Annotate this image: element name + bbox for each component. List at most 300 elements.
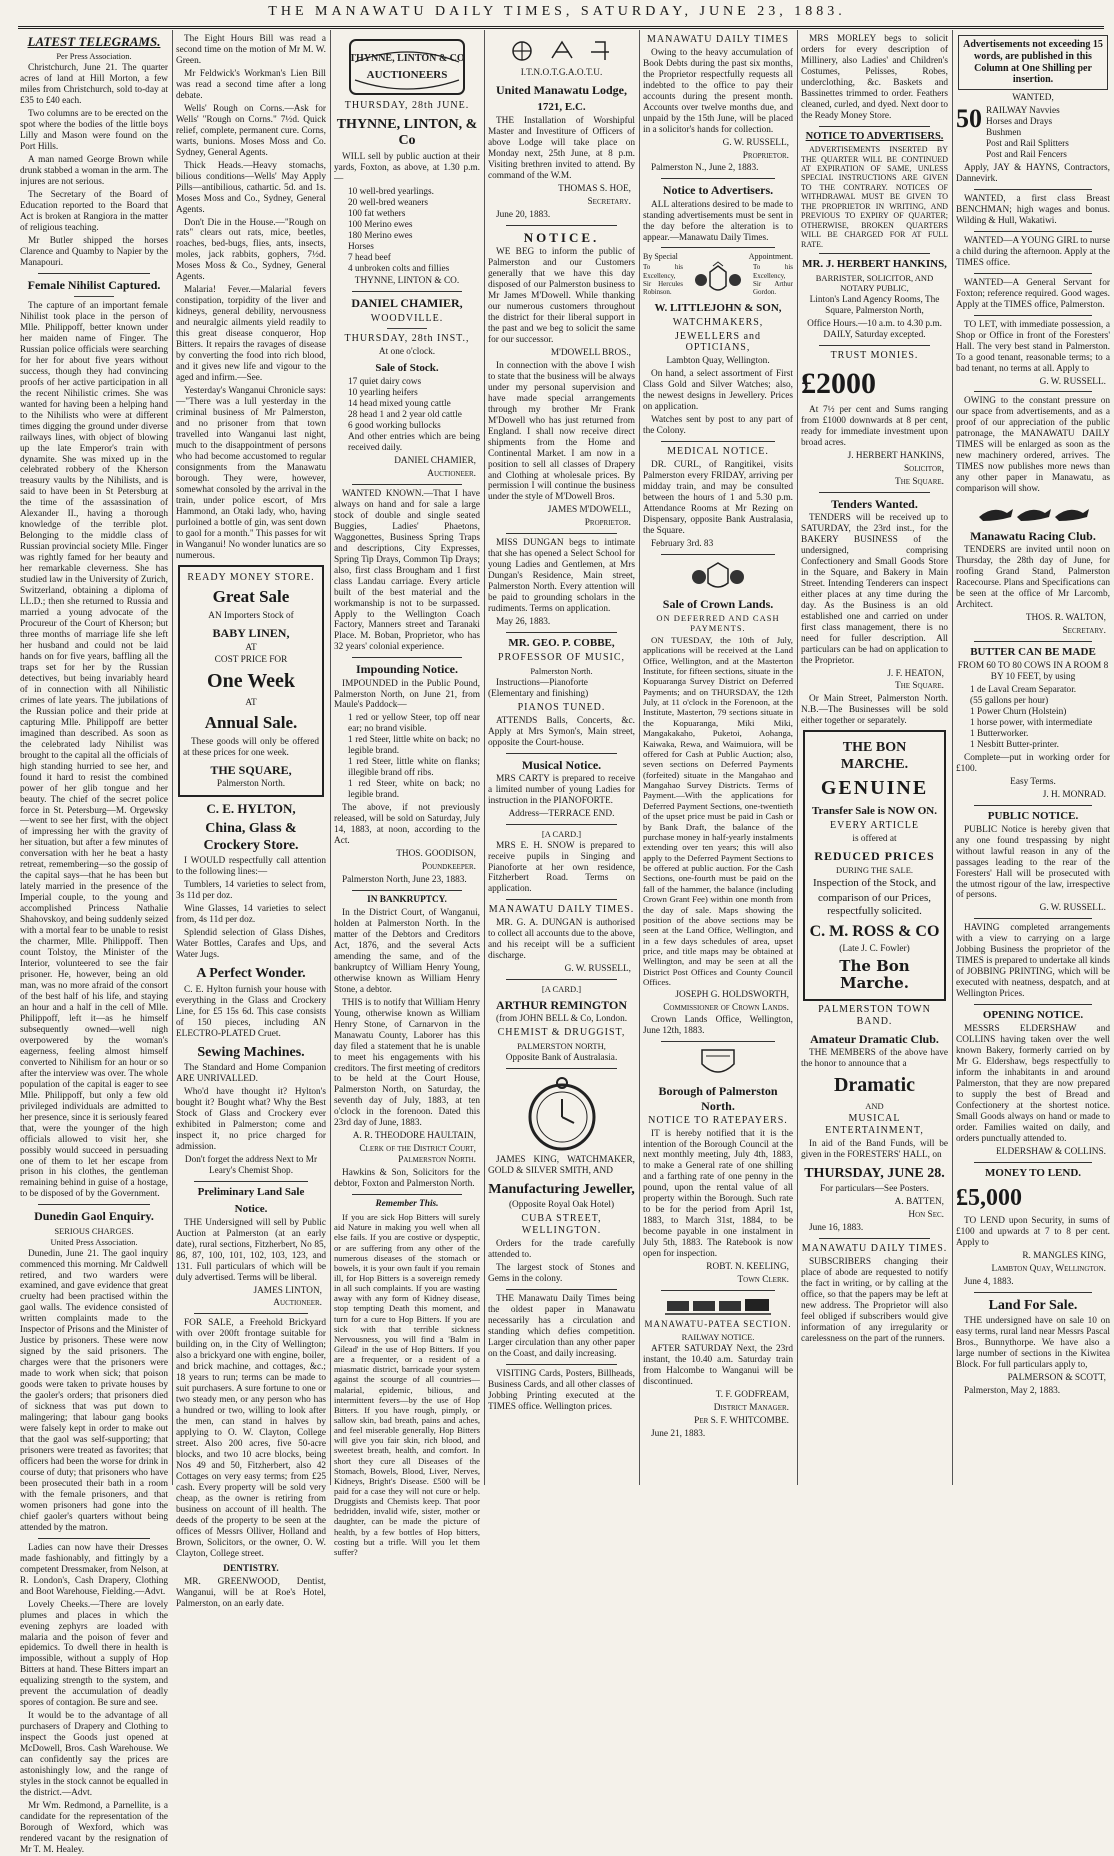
notice-heading: NOTICE.: [523, 229, 600, 245]
list-item: 7 head beef: [348, 252, 391, 263]
ad-text: Watches sent by post to any part of the Colony.: [643, 415, 793, 437]
signature: Auctioneer.: [273, 1298, 322, 1309]
list-item: 28 head 1 and 2 year old cattle: [348, 410, 462, 421]
column-rule: [952, 30, 953, 1485]
ad-text: June 4, 1883.: [964, 1276, 1014, 1287]
divider: [974, 273, 1092, 274]
ad-text: In the District Court, of Wanganui, holden at Palmerston North. In the matter of the Debtors and Creditors Act, 1876, and the several Acts amending the same, and of the bankruptcy of William Henry Young, otherwise known as William Henry Stone, a debtor.: [334, 907, 480, 995]
list-item: Post and Rail Splitters: [986, 139, 1069, 150]
ad-text: Tumblers, 14 varieties to select from, 3s 11d per doz.: [176, 880, 326, 902]
opening-heading: OPENING NOTICE.: [982, 1009, 1084, 1022]
divider: [819, 253, 930, 254]
ad-headline: Annual Sale.: [204, 713, 298, 732]
sale-date: THURSDAY, 28th INST.,: [344, 333, 470, 345]
divider: [194, 1313, 308, 1314]
ad-text: WANTED KNOWN.—That I have always on hand and for sale a large stock of double and single seated Buggies, Ladies' Phaetons, Waggonettes, Business Spring Traps and descriptions, City Expresses, Spring Tip Drays, Common Tip Drays; also, first class Brougham and 1 first class Landau carriage. Every article built of the best material and the workmanship is not to be surpassed. Apply to the Wellington Coach Factory, Manners street and Taranaki Place. M. Boban, Proprietor, who has 32 years' colonial experience.: [334, 488, 480, 653]
column-7: [956, 32, 1110, 1487]
borough-heading: Borough of Palmerston North.: [658, 1084, 778, 1113]
divider: [352, 890, 462, 891]
navvies-ad: [956, 106, 1110, 161]
ad-text: Hawkins & Son, Solicitors for the debtor, Foxton and Palmerston North.: [334, 1168, 480, 1190]
ad-text: MR. G. A. DUNGAN is authorised to collect all accounts due to the above, and his receipt will be a sufficient discharge.: [488, 918, 635, 962]
ad-text: DR. CURL, of Rangitikei, visits Palmerston every FRIDAY, arriving per midday train, and may be consulted between the hours of 1 and 5.30 p.m. Attendance Rooms at Mr Rezing on Dispensary, opposite Bank Australasia, the Square.: [643, 459, 793, 536]
list-item: 1 red or yellow Steer, top off near ear; no brand visible.: [348, 713, 480, 735]
public-notice-heading: PUBLIC NOTICE.: [987, 809, 1079, 822]
appointment-row: [643, 252, 793, 261]
ad-text: FOR SALE, a Freehold Brickyard with over 200ft frontage suitable for building on, in the City of Wellington; also a brickyard one with engine, boiler, and brick machine, and cottages, &c.; 18 years to run; terms can be made to suit purchasers. A sure fortune to one or two steady men, or any person who has a hundred or two, willing to look after the men, can stand in halves by applying to O. W. Clayton, College street. Also 200 acres, five 50-acre blocks, and two 10 acre blocks, being Nos 49 and 50, Fitzherbert, also 42 Cottages on very easy terms; from £25 cash. Every property will be sold very cheap, as the owner is retiring from business on account of ill health. The deeds of the property to be seen at the offices of Messrs Olliver, Holland and Brown, Solicitors, or the owner, O. W. Clayton, College street.: [176, 1318, 326, 1559]
signature: Per S. F. WHITCOMBE.: [694, 1415, 789, 1426]
impound-list: [348, 713, 480, 801]
divider: [352, 291, 462, 292]
ad-line: WATCHMAKERS,: [672, 316, 764, 328]
list-item: 1 red Steer, little white on flanks; illegible brand off ribs.: [348, 757, 480, 779]
divider: [819, 492, 930, 493]
divider: [974, 391, 1092, 392]
column-rule: [639, 30, 640, 1485]
list-item: 1 red Steer, little white on back; no legible brand.: [348, 735, 480, 757]
ad-text: MISS DUNGAN begs to intimate that she has opened a Select School for young Ladies and Gentlemen, at Mrs Dungan's Residence, Main street, Palmerston North. Every attention will be paid to grounding scholars in the rudiments. Terms on application.: [488, 538, 635, 615]
ad-text: Orders for the trade carefully attended to.: [488, 1239, 635, 1260]
signature: JAMES LINTON,: [253, 1285, 322, 1296]
bankruptcy-heading: IN BANKRUPTCY.: [367, 894, 447, 905]
article-paragraph: Don't Die in the House.—"Rough on rats" clears out rats, mice, beetles, roaches, bed-bugs, flies, ants, insects, moles, jack rabbits, gophers, 7½d. Moses Moss & Co., Sydney, General Agents.: [176, 217, 326, 283]
column-5: [643, 32, 793, 1487]
ad-line: PIANOS TUNED.: [517, 701, 606, 713]
gaol-enquiry-heading: Dunedin Gaol Enquiry.: [34, 1209, 154, 1224]
ad-text: Owing to the heavy accumulation of Book Debts during the past six months, the Proprietor respectfully requests all indebted to the office to pay their accounts during the present month. Accounts over twelve months due, and unpaid by the 15th June, will be placed in a solicitor's hands for collection.: [643, 47, 793, 135]
ad-text: On hand, a select assortment of First Class Gold and Silver Watches; also, the newest designs in Jewellery. Prices on application.: [643, 369, 793, 413]
article-paragraph: The capture of an important female Nihilist took place in the person of Mlle. Philippoff, better known under her maiden name of Finger. The Russian police officials were searching for her for about five years without success, though they had convincing proofs of her active participation in all the recent Nihilistic crimes. She was wanted for having been a helping hand to the Nihilists who were at different times digging the ground under diverse railways lines, with object of blowing up the late Emperor's train with dynamite. She was mixed up in the celebrated robbery of the Kherson treasury vaults by the Nihilists, and is said to have been in St Petersburg at the time of the assassination of Alexander II., having a thorough knowledge of the terrible plot. Belonging to the middle class of Russian provincial society Mlle. Finger was rightly famed for her beauty and her remarkable cleverness. She has studied law in the University of Zurich, Switzerland, obtaining a diploma of LL.D.; then she returned to Russia and married a young advocate of the Procureur of the Court of Kherson; but three months of marriage life she left her husband and could not be laid hands on for five years, baffling all the traps set for her by the Russian detectives, but being invariably heard of in connection with all Nihilistic crimes of late years. The jubilations of the Russian police and their pride at capturing Mlle. Philippoff are better imagined than described. As soon as the celebrated lady Nihilist was brought to the capital all the officials of high standing hurried to see her, and found it hard to resist the combined power of her glib tongue and her beauty. The chief of the secret police force in St. Petersburg—M. Orgewsky—went to see her first, with the object of impressing her with the gravity of her situation, but after a few minutes of conversation with her he beat a hasty retreat, remembering—so the gossip of the capital says—that he has been but lately married in the presence of the Imperial couple, to the young and accomplished Princess Nathalie Shahovskoy, and being suddenly seized with a mortal fear to be unable to resist the charmer, Mlle. Philippoff. Then count Tolstoy, the Minister of the Interior, volunteered to see the fair prisoner. He, however, being an old man, was no more afraid of the consort of the best half of his life, and staying an hour and a half in the cell of Mlle. Philippoff, left it—as he himself subsequently owned—well nigh overpowered by the woman's eagerness, feeling almost himself converted to Nihilism for an hour or so after the interview was over. The whole population of the capital is eager to see Mlle. Philippoff, but only a few old privileged individuals are admitted to her presence, since it is seriously feared that, were the younger of the high officials allowed to visit her, she possibly would succeed in persuading one of them to let her escape from prison in his clothes, the gentleman remaining behind in guise of a hostage, to be disposed of by the Government.: [20, 300, 168, 1200]
ad-line: MANAWATU DAILY TIMES: [646, 34, 790, 45]
list-item: 10 yearling heifers: [348, 388, 418, 399]
ad-text: If you are sick Hop Bitters will surely aid Nature in making you well when all else fails. If you are costive or dyspeptic, or are suffering from any other of the numerous diseases of the stomach or bowels, it is your own fault if you remain ill, for Hop Bitters is a sovereign remedy in all such complaints. If you are wasting away with any form of Kidney disease, stop tempting Death this moment, and turn for a cure to Hop Bitters. If you are sick with that terrible sickness Nervousness, you will find a 'Balm in Gilead' in the use of Hop Bitters. If you are a frequenter, or a resident of a miasmatic district, barricade your system against the scourge of all countries—malarial, epidemic, bilious, and intermittent fevers—by the use of Hop Bitters. If you have rough, pimply, or sallow skin, bad breath, pains and aches, and feel miserable generally, Hop Bitters will give you fair skin, rich blood, and sweetest breath, health, and comfort. In short they cure all Diseases of the Stomach, Bowels, Blood, Liver, Nerves, Kidneys, Bright's Disease. £500 will be paid for a case they will not cure or help. Druggists and Chemists keep. That poor bedridden, invalid wife, sister, mother or daughter, can be made the picture of health, by a few bottles of Hop bitters, costing but a trifle. Will you let them suffer?: [334, 1212, 480, 1557]
divider: [506, 1364, 617, 1365]
navvies-list: [986, 106, 1069, 161]
masthead-rule: [18, 26, 1104, 29]
appointment-crests: [643, 262, 793, 298]
ad-line: MANAWATU DAILY TIMES.: [488, 904, 635, 916]
ad-line: JEWELLERS and OPTICIANS,: [674, 330, 762, 354]
ad-text: TO LET, with immediate possession, a Shop or Office in front of the Foresters' Hall. The very best stand in Palmerston. To a good tenant, reasonable terms; to a bad tenant, no terms at all. Apply to: [956, 319, 1110, 374]
ad-text: OWING to the constant pressure on our space from advertisements, and as a proof of our appreciation of the public patronage, the MANAWATU DAILY TIMES will be enlarged as soon as the new machinery ordered, arrives. The TIMES now publishes more news than any other paper in Manawatu, as comparison will show.: [956, 396, 1110, 495]
signature: District Manager.: [713, 1402, 789, 1413]
masonic-emblems-icon: [507, 36, 617, 66]
signature: Secretary.: [1062, 626, 1106, 637]
ad-line: Easy Terms.: [1010, 776, 1056, 787]
ad-text: Apply, JAY & HAYNS, Contractors, Dannevirk.: [956, 163, 1110, 184]
ad-line: Transfer Sale is NOW ON.: [812, 804, 937, 817]
card-label: [A CARD.]: [541, 984, 582, 995]
list-item: 10 well-bred yearlings.: [348, 186, 434, 197]
ad-text: THE Manawatu Daily Times being the oldest paper in Manawatu necessarily has a circulation and standing which defies competition. Larger circulation than any other paper on the Coast, and daily increasing.: [488, 1293, 635, 1359]
signature: PALMERSON & SCOTT,: [1007, 1373, 1106, 1384]
ad-line: DURING THE SALE.: [835, 864, 914, 875]
article-paragraph: Two columns are to be erected on the spot where the bodies of the little boys Lilly and Mason were found on the Port Hills.: [20, 109, 168, 153]
firm-heading: THYNNE, LINTON, & Co: [336, 116, 478, 149]
railway-heading: MANAWATU-PATEA SECTION.: [644, 1319, 792, 1330]
divider: [506, 533, 617, 534]
signature: Poundkeeper.: [421, 862, 476, 873]
ad-line: AN Importers Stock of: [208, 611, 294, 622]
article-paragraph: Lovely Cheeks.—There are lovely plumes and places in which the evening zephyrs are loaded with malaria and the poison of fever and epidemics. To dwell there in health is impossible, without a supply of Hop Bitters at hand. These Bitters impart an equalizing strength to the system, and prevent the accumulation of deadly spores of contagion. Be sure and see.: [20, 1599, 168, 1709]
signature: The Square.: [895, 476, 944, 487]
ad-text: THE undersigned have on sale 10 on easy terms, rural land near Messrs Pascal Bros., Bunnythorpe. We have also a large number of sections in the Kiwitea Block. For full particulars apply to,: [956, 1316, 1110, 1371]
ad-text: VISITING Cards, Posters, Billheads, Business Cards, and all other classes of Jobbing Printing executed at the TIMES office. Wellington prices.: [488, 1368, 635, 1412]
article-paragraph: The Secretary of the Board of Education reported to the Board that Act is broken at Rangiora in the matter of religious teaching.: [20, 190, 168, 233]
lodge-heading: 1721, E.C.: [537, 101, 586, 114]
list-item: 100 fat wethers: [348, 208, 406, 219]
ad-line: BABY LINEN,: [212, 626, 290, 641]
coat-of-arms-icon: [688, 559, 748, 593]
medical-heading: MEDICAL NOTICE.: [667, 446, 769, 458]
ad-text: June 16, 1883.: [809, 1223, 864, 1234]
ad-text: Or Main Street, Palmerston North. N.B.—The Businesses will be sold either together or separately.: [801, 694, 948, 727]
ad-line: is offered at: [852, 833, 897, 844]
signature: JOSEPH G. HOLDSWORTH,: [675, 989, 789, 1000]
ad-text: WANTED—A YOUNG GIRL to nurse a child during the afternoon. Apply at the TIMES office.: [956, 235, 1110, 268]
ad-line: Opposite Bank of Australasia.: [505, 1053, 618, 1064]
list-item: 100 Merino ewes: [348, 219, 413, 230]
list-item: And other entries which are being received daily.: [348, 431, 480, 453]
land-sale-heading: Land For Sale.: [988, 1297, 1078, 1313]
impounding-heading: Impounding Notice.: [355, 662, 459, 677]
article-paragraph: Mr Wm. Redmond, a Parnellite, is a candidate for the representation of the Borough of Wexford, which was rendered vacant by the resignation of Mr T. M. Healey.: [20, 1801, 168, 1855]
divider: [819, 126, 930, 127]
signature: G. W. RUSSELL.: [1039, 376, 1106, 387]
divider: [819, 1238, 930, 1239]
subheading: United Press Association.: [50, 1236, 138, 1247]
article-paragraph: Thick Heads.—Heavy stomachs, bilious conditions—Wells' May Apply Pills—antibilious, cathartic. 5d. and 1s. Moses Moss and Co., Sydney, General Agents.: [176, 160, 326, 215]
ad-text: In connection with the above I wish to state that the business will be always under my personal supervision and have made special arrangements through my brother Mr Frank M'Dowell who has just returned from England. I shall now receive direct shipments from the Home and Continental Market. I am now in a position to sell all classes of Drapery and Clothing at wholesale prices. By permission I will continue the business under the style of M'Dowell Bros.: [488, 360, 635, 503]
band-heading: PALMERSTON TOWN BAND.: [818, 1004, 931, 1027]
column-1: [20, 32, 168, 1855]
divider: [38, 1204, 150, 1205]
column-rule: [172, 30, 173, 1485]
list-item: 1 Power Churn (Holstein): [970, 706, 1067, 717]
ad-text: THE Undersigned will sell by Public Auction at Palmerston (at an early date), rural sections, Fitzherbert, No 85, 86, 87, 100, 101, 102, 103, 123, and 131. Full particulars of which will be duly advertised. Terms will be liberal.: [176, 1217, 326, 1283]
ad-text: AFTER SATURDAY Next, the 23rd instant, the 10.40 a.m. Saturday train from Halcombe to Wanganui will be discontinued.: [643, 1343, 793, 1387]
column-rule: [484, 30, 485, 1485]
remember-heading: Remember This.: [375, 1199, 439, 1210]
ad-line: Office Hours.—10 a.m. to 4.30 p.m. DAILY, Saturday excepted.: [807, 318, 942, 340]
royal-arms-icon: [691, 262, 745, 298]
divider: [974, 1162, 1092, 1163]
divider: [506, 225, 617, 226]
ad-text: THIS is to notify that William Henry Young, otherwise known as William Henry Stone, of Carnarvon in the Manawatu County, Laborer has this day filed a statement that he is unable to meet his engagements with his creditors. The first meeting of creditors to be held at the Court House, Palmerston North, on Saturday, the seventh day of July, 1883, at ten o'clock in the forenoon. Dated this 23rd day of June, 1883.: [334, 997, 480, 1129]
ad-text: MRS MORLEY begs to solicit orders for every description of Millinery, also Ladies' and Children's Costumes, Pelisses, Robes, underclothing, &c. Baskets and Bassinettes trimmed to order. Feathers cleaned, curled, and dyed. Next door to the Ready Money Store.: [801, 34, 948, 121]
ad-headline: A Perfect Wonder.: [196, 966, 306, 982]
ad-text: THE Installation of Worshipful Master and Investiture of Officers of above Lodge will take place on Monday next, 25th June, at 8 p.m. Visiting brethren invited to attend. By command of the W.M.: [488, 116, 635, 181]
ad-line: MUSICAL ENTERTAINMENT,: [825, 1113, 924, 1137]
signature: R. MANGLES KING,: [1022, 1250, 1106, 1261]
divider: [974, 231, 1092, 232]
borough-crest-icon: [696, 1046, 740, 1080]
ad-text: Palmerston North, June 23, 1883.: [342, 875, 467, 886]
ad-headline: One Week: [207, 670, 295, 693]
tenders-heading: Tenders Wanted.: [831, 496, 918, 511]
ad-text: The Standard and Home Companion ARE UNRIVALLED.: [176, 1063, 326, 1085]
pocket-watch-icon: [522, 1073, 602, 1153]
land-sale-heading: Preliminary Land Sale: [197, 1185, 305, 1198]
divider: [974, 918, 1092, 919]
list-item: 1 red Steer, white on back; no legible brand.: [348, 779, 480, 801]
list-item: RAILWAY Navvies: [986, 106, 1060, 117]
ad-text: MRS E. H. SNOW is prepared to receive pupils in Singing and Pianoforte at her own residence, Fitzherbert Road. Terms on application.: [488, 840, 635, 895]
ad-text: Don't forget the address Next to Mr Leary's Chemist Shop.: [184, 1154, 318, 1176]
chamier-heading: DANIEL CHAMIER,: [351, 296, 463, 311]
ad-text: HAVING completed arrangements with a view to carrying on a large Jobbing Business the proprietor of the TIMES is prepared to undertake all kinds of JOBBING PRINTING, which will be executed with neatness, despatch, and at Wellington Prices.: [956, 923, 1110, 1000]
lodge-initials: I.T.N.O.T.G.A.O.T.U.: [520, 68, 603, 78]
ad-headline: REDUCED PRICES: [814, 848, 935, 863]
ad-text: MESSRS ELDERSHAW and COLLINS having taken over the well known Bakery, formerly carried on by Mr G. Eldershaw, begs respectfully to inform the inhabitants in and around Palmerston, that they are now prepared to supply the best of Bread and Confectionery at the shortest notice. Small Goods always on hand or made to order. Families waited on daily, and orders punctually attended to.: [956, 1024, 1110, 1144]
ad-line: EVERY ARTICLE: [830, 819, 919, 831]
signature: A. BATTEN,: [894, 1197, 944, 1208]
article-paragraph: Mr Feldwick's Workman's Lien Bill was read a second time after a long debate.: [176, 68, 326, 101]
signature: ROBT. N. KEELING,: [706, 1262, 789, 1273]
card-label: [A CARD.]: [541, 828, 582, 839]
signature: THYNNE, LINTON & CO.: [354, 276, 460, 287]
cobbe-heading: MR. GEO. P. COBBE,: [508, 637, 615, 650]
lodge-heading: United Manawatu Lodge,: [495, 82, 627, 97]
ad-text: Palmerston N., June 2, 1883.: [651, 163, 759, 174]
signature: J. H. MONRAD.: [1042, 789, 1106, 800]
ad-line: COST PRICE FOR: [214, 655, 288, 666]
divider: [974, 641, 1092, 642]
ad-text: SUBSCRIBERS changing their place of abode are requested to notify the fact in writing, or by calling at the office, so that the papers may be left at new address. The Proprietor will also feel obliged if subscribers would give information of any irregularity or carelessness on the part of the runners.: [801, 1257, 948, 1344]
ad-text: ADVERTISEMENTS INSERTED BY THE QUARTER WILL BE CONTINUED AT EXPIRATION OF SAME, UNLESS SPECIAL INSTRUCTIONS ARE GIVEN TO THE CONTRARY. NOTICES OF WITHDRAWAL MUST BE GIVEN TO THE PROPRIETOR IN WRITING, AND PREVIOUS TO EXPIRY OF QUARTER; OTHERWISE, BROKEN QUARTERS WILL BE CHARGED FOR AT FULL RATE.: [801, 145, 948, 249]
hylton-heading: C. E. HYLTON,: [206, 801, 296, 817]
signature: Proprietor.: [742, 150, 789, 161]
latest-telegrams-heading: LATEST TELEGRAMS.: [27, 34, 161, 49]
list-item: 6 good working bullocks: [348, 421, 441, 432]
ad-text: Splendid selection of Glass Dishes, Water Bottles, Carafes and Ups, and Water Jugs.: [176, 928, 326, 961]
nihilist-heading: Female Nihilist Captured.: [27, 277, 161, 292]
list-item: Horses and Drays: [986, 117, 1053, 128]
list-item: Horses: [348, 241, 374, 252]
divider: [661, 554, 775, 555]
list-item: 180 Merino ewes: [348, 230, 413, 241]
ad-line: RAILWAY NOTICE.: [681, 1331, 755, 1342]
article-paragraph: Ladies can now have their Dresses made fashionably, and fittingly by a competent Dressmaker, from Nelson, at R. London's, Cash Drapery, Clothing and Boot Warehouse, Fielding.—Advt.: [20, 1542, 168, 1597]
money-heading: MONEY TO LEND.: [984, 1166, 1082, 1179]
ad-line: AT: [245, 642, 257, 653]
signature: G. W. RUSSELL,: [722, 137, 789, 148]
ad-line: comparison of our Prices, respectfully solicited.: [817, 891, 932, 917]
list-item: 17 quiet dairy cows: [348, 377, 422, 388]
divider: [352, 1194, 462, 1195]
ad-line: ON DEFERRED AND CASH PAYMENTS.: [656, 612, 780, 633]
column-rule: [330, 30, 331, 1485]
ad-text: The above, if not previously released, will be sold on Saturday, July 14, 1883, at noon, according to the Act.: [334, 803, 480, 847]
ad-text: June 21, 1883.: [651, 1428, 706, 1439]
ad-text: Who'd have thought it? Hylton's bought it? Bought what? Why the Best Stock of Glass and Crockery ever exhibited in Palmerston; come and inspect it, no price charged for admission.: [176, 1087, 326, 1152]
ad-line: Address—TERRACE END.: [508, 808, 615, 819]
list-item: Bushmen: [986, 128, 1022, 139]
trust-amount: £2000: [801, 366, 876, 400]
signature: Hon Sec.: [908, 1210, 944, 1221]
signature: THOS. GOODISON,: [396, 849, 476, 860]
article-paragraph: It would be to the advantage of all purchasers of Drapery and Clothing to inspect the Goods just opened at McDowell, Bros. Cash Warehouse. We can confidently say the prices are astonishingly low, and the range of styles in the stock cannot be equalled in the district.—Advt.: [20, 1711, 168, 1799]
article-paragraph: Christchurch, June 21. The quarter acres of land at Hill Morton, a few miles from Christchurch, sold to-day at £35 to £40 each.: [20, 63, 168, 107]
signature: Town Clerk.: [737, 1275, 789, 1286]
divider: [506, 632, 617, 633]
ad-text: Instructions—Pianoforte (Elementary and finishing): [488, 677, 589, 699]
article-paragraph: Mr Butler shipped the horses Clarence and Quamby to Napier by the Manapouri.: [20, 235, 168, 268]
stock-list: [348, 187, 480, 275]
divider: [38, 273, 150, 274]
classified-notice: Advertisements not exceeding 15 words, are published in this Column at One Shilling per insertion.: [958, 35, 1108, 90]
racing-heading: Manawatu Racing Club.: [970, 529, 1096, 544]
ad-text: At 7½ per cent and Sums ranging from £1000 downwards at 8 per cent, ready for immediate investment upon broad acres.: [801, 405, 948, 448]
ad-line: FROM 60 TO 80 COWS IN A ROOM 8 BY 10 FEET, by using: [957, 661, 1109, 683]
bon-marche-ad: [803, 730, 946, 1001]
signature: DANIEL CHAMIER,: [394, 455, 476, 466]
divider: [661, 1041, 775, 1042]
butter-list: [970, 685, 1110, 751]
signature: Lambton Quay, Wellington.: [991, 1263, 1106, 1274]
ad-line: BARRISTER, SOLICITOR, AND NOTARY PUBLIC,: [815, 272, 934, 293]
ad-headline: Great Sale: [212, 587, 290, 607]
article-paragraph: Dunedin, June 21. The gaol inquiry commenced this morning. Mr Caldwell retired, and two warders were examined, and gave evidence that great cruelty had been practised within the gaol walls. The evidence consisted of written complaints made to the Inspector of Prisons and the Minister of Justice by prisoners. These were now signed by the said prisoners. The charges were that the prisoners were made to work when sick; that poison goods were taken to private houses by the gaoler's orders; that prisoners died of sickness that was put down to malingering; that labour gang books were falsely kept in order to make out that the gaol was self-supporting; that prisoners were treated as favorites; that officers had been the worse for drink in course of duty; that prisoners who have been prosecuted their bath in a room with the female prisoners, and that women prisoners had gone into the chief gaoler's quarters without being attended by the matron.: [20, 1248, 168, 1533]
ad-headline: THURSDAY, JUNE 28.: [804, 1165, 945, 1181]
ad-line: Palmerston North.: [530, 665, 593, 676]
ad-line: Inspection of the Stock, and: [812, 876, 937, 889]
ad-text: Complete—put in working order for £100.: [956, 752, 1110, 774]
ad-text: TENDERS will be received up to SATURDAY, the 23rd inst., for the BAKERY BUSINESS of the undersigned, comprising Confectionery and Small Goods Store in the Square, and Bakery in Main Street. Intending Tenderers can inspect either places at any time during the day. As the Business is an old established one and carried on under first class management, there is no need for fuller description. All particulars can be had on application to the Proprietor.: [801, 512, 948, 666]
ad-headline: 50: [956, 104, 982, 134]
divider: [506, 979, 617, 980]
hankins-heading: MR. J. HERBERT HANKINS,: [802, 257, 947, 270]
list-item: (55 gallons per hour): [970, 695, 1049, 706]
column-2: [176, 32, 326, 1609]
ad-text: I WOULD respectfully call attention to the following lines:—: [176, 856, 326, 878]
ad-line: To his Excellency, Sir Hercules Robinson.: [643, 263, 683, 297]
ad-line: PALMERSTON NORTH,: [517, 1041, 606, 1051]
ad-line: At one o'clock.: [378, 347, 436, 358]
article-paragraph: Wells' Rough on Corns.—Ask for Wells' "Rough on Corns." 7½d. Quick relief, complete, permanent cure. Corns, warts, bunions. Moses Moss and Co. Sydney, General Agents.: [176, 103, 326, 158]
ad-text: Wine Glasses, 14 varieties to select from, 4s 11d per doz.: [176, 904, 326, 926]
remington-heading: ARTHUR REMINGTON: [495, 998, 628, 1013]
ad-text: ON TUESDAY, the 10th of July, applications will be received at the Land Office, Wellington, and at the Masterton Institute, for fifteen sections, situate in the Kopuaranga Survey District on Deferred Payments; and on THURSDAY, the 12th July, at 11 o'clock in the Forenoon, at the Institute, Masterton, 79 sections situate in the Kopuaranga, Miki Miki, Mangakakaho, Puketoi, Aohanga, Kaiwaka, Rewa, and Waimuiora, will be offered for Cash at Public Auction; also, seven sections on Deferred Payments (forfeited) situate in the Mangahao and Mangahao Survey Districts. Terms of Payment.—With the applications for Deferred Payment Sections, one-twentieth of the upset price must be paid in Cash or by Bank Draft, the balance of the purchase money in half-yearly instalments extending over ten years; this will also apply to the Deferred Payment Sections to be offered at public auction. For the Cash Sections, one-fourth must be paid on the fall of the hammer, the balance (including Crown Grant Fee) within one month from the day of sale. Maps showing the position of the above sections may be seen at the Land Office, Wellington, and in a few days schedules of area, upset price, and title maps may be obtained at Wellington, and may be seen at all the District Post Offices and County Council Offices.: [643, 634, 793, 988]
divider: [352, 484, 462, 485]
svg-text:AUCTIONEERS: AUCTIONEERS: [366, 69, 448, 81]
list-item: Post and Rail Fencers: [986, 150, 1067, 161]
ad-line: By Special: [643, 252, 678, 262]
ad-text: WANTED, a first class Breast BENCHMAN; high wages and bonus. Wilding & Hull, Wakatiwi.: [956, 193, 1110, 226]
column-6: [801, 32, 948, 1487]
ad-line: AND: [865, 1101, 884, 1112]
divider: [974, 805, 1092, 806]
auctioneers-banner-icon: [347, 36, 467, 98]
ad-text: TO LEND upon Security, in sums of £100 and upwards at 7 to 8 per cent. Apply to: [956, 1216, 1110, 1248]
great-sale-ad: [178, 565, 324, 798]
ad-text: MRS CARTY is prepared to receive a limited number of young Ladies for instruction in the PIANOFORTE.: [488, 773, 635, 806]
ad-text: February 3rd. 83: [651, 538, 714, 549]
china-store-heading: China, Glass & Crockery Store.: [203, 821, 299, 853]
ad-line: (Opposite Royal Oak Hotel): [508, 1200, 615, 1211]
divider: [506, 1289, 617, 1290]
list-item: 4 unbroken colts and fillies: [348, 263, 450, 274]
list-item: 1 horse power, with intermediate: [970, 717, 1093, 728]
list-item: 1 de Laval Cream Separator.: [970, 685, 1077, 695]
ad-line: WANTED,: [1012, 93, 1054, 104]
article-paragraph: Malaria! Fever.—Malarial fevers constipation, torpidity of the liver and kidneys, general debility, nervousness and neuralgic ailments yield readily to this great disease conqueror, Hop Bitters. It repairs the ravages of disease by converting the food into rich blood, and it gives new life and vigour to the aged and infirm.—See.: [176, 285, 326, 384]
crown-lands-heading: Sale of Crown Lands.: [662, 596, 774, 611]
ad-line: Appointment.: [748, 252, 793, 262]
ad-line: (Late J. C. Fowler): [839, 943, 910, 954]
divider: [661, 1290, 775, 1291]
train-icon: [663, 1295, 773, 1317]
ad-headline: THE BON MARCHE.: [840, 740, 909, 772]
ad-text: PUBLIC Notice is hereby given that any one found trespassing by night without lawful reason in any of the passages leading to the rear of the Foresters' Hall will be prosecuted with the utmost rigour of the law, irrespective of persons.: [956, 824, 1110, 901]
signature: THOMAS S. HOE,: [558, 183, 631, 194]
list-item: 14 head mixed young cattle: [348, 399, 451, 410]
ad-line: READY MONEY STORE.: [187, 571, 315, 583]
ad-line: MANAWATU DAILY TIMES.: [801, 1243, 948, 1255]
ad-text: IMPOUNDED in the Public Pound, Palmerston North, on June 21, from Maule's Paddock—: [334, 678, 480, 711]
advertisers-notice-heading: NOTICE TO ADVERTISERS.: [805, 130, 944, 142]
signature: Solicitor,: [903, 463, 944, 474]
dentistry-heading: DENTISTRY.: [223, 1563, 279, 1574]
signature: J. F. HEATON,: [887, 668, 944, 679]
signature: Proprietor.: [584, 518, 631, 529]
butter-heading: BUTTER CAN BE MADE: [970, 646, 1096, 659]
ad-line: CHEMIST & DRUGGIST,: [497, 1027, 626, 1039]
signature: JAMES M'DOWELL,: [547, 505, 631, 516]
ad-text: June 20, 1883.: [496, 209, 551, 220]
ad-line: PROFESSOR OF MUSIC,: [497, 652, 626, 664]
ad-line: NOTICE TO RATEPAYERS.: [648, 1114, 788, 1126]
ad-headline: Dramatic: [833, 1073, 916, 1096]
ad-line: Palmerston North.: [216, 779, 286, 790]
divider: [974, 315, 1092, 316]
ad-text: MR. GREENWOOD, Dentist, Wanganui, will be at Roe's Hotel, Palmerston, on an early date.: [176, 1576, 326, 1609]
ad-text: WE BEG to inform the public of Palmerston and our Customers generally that we have this day disposed of our Palmerston business to Mr James M'Dowell. While thanking our numerous customers throughout the district for their liberal support in the past and we beg to solicit the same for our successor.: [488, 247, 635, 345]
ad-line: Linton's Land Agency Rooms, The Square, Palmerston North,: [809, 294, 940, 316]
littlejohn-heading: W. LITTLEJOHN & SON,: [654, 301, 782, 314]
divider: [661, 178, 775, 179]
signature: J. HERBERT HANKINS,: [847, 450, 944, 461]
divider: [974, 1292, 1092, 1293]
divider: [74, 296, 114, 297]
signature: Clerk of the District Court, Palmerston North.: [359, 1144, 476, 1166]
divider: [352, 657, 462, 658]
divider: [387, 328, 427, 329]
divider: [194, 1181, 308, 1182]
ad-line: CUBA STREET, WELLINGTON.: [521, 1213, 602, 1237]
ad-headline: Sewing Machines.: [197, 1044, 305, 1060]
signature: G. W. RUSSELL.: [1039, 903, 1106, 914]
ad-line: For particulars—See Posters.: [820, 1184, 929, 1195]
ad-text: WANTED—A General Servant for Foxton; reference required. Good wages. Apply at the TIMES office, Palmerston.: [956, 277, 1110, 310]
money-amount: £5,000: [956, 1184, 1022, 1211]
ad-line: To his Excellency, Sir Arthur Gordon.: [753, 263, 793, 297]
signature: Commissioner of Crown Lands.: [663, 1002, 789, 1013]
signature: Auctioneer.: [427, 468, 476, 479]
ad-text: THE MEMBERS of the above have the honor to announce that a: [801, 1047, 948, 1069]
land-sale-heading: Notice.: [234, 1202, 268, 1215]
ad-headline: The Bon Marche.: [839, 956, 910, 993]
subheading: SERIOUS CHARGES.: [54, 1225, 134, 1236]
signature: G. W. RUSSELL,: [564, 964, 631, 975]
divider: [38, 1538, 150, 1539]
ad-text: May 26, 1883.: [496, 617, 551, 628]
article-paragraph: The Eight Hours Bill was read a second time on the motion of Mr M. W. Green.: [176, 34, 326, 66]
ad-text: ATTENDS Balls, Concerts, &c. Apply at Mrs Symon's, Main street, opposite the Court-house.: [488, 715, 635, 748]
jeweller-heading: Manufacturing Jeweller,: [488, 1181, 635, 1197]
list-item: 1 Butterworker.: [970, 728, 1029, 739]
ad-text: WILL sell by public auction at their yards, Foxton, as above, at 1.30 p.m.—: [334, 151, 480, 184]
